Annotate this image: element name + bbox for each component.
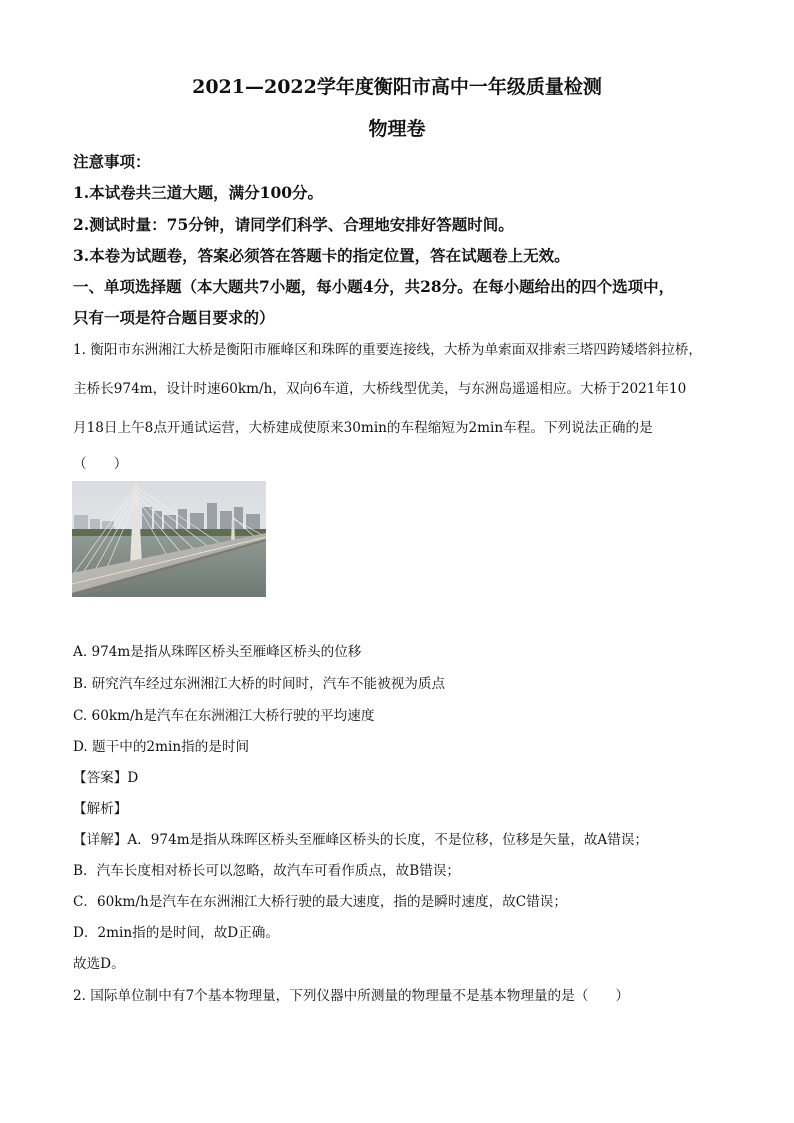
question-1-stem: （ ） [73,456,128,472]
explanation-line: D．2min指的是时间，故D正确。 [73,925,279,941]
explanation-line: 【详解】A．974m是指从珠晖区桥头至雁峰区桥头的长度，不是位移，位移是矢量，故A错误； [73,832,649,848]
section-heading: 只有一项是符合题目要求的） [73,308,275,327]
note-item: 2.测试时量：75分钟，请同学们科学、合理地安排好答题时间。 [73,215,514,234]
explanation-line: C．60km/h是汽车在东洲湘江大桥行驶的最大速度，指的是瞬时速度，故C错误； [73,894,567,910]
option-a: A. 974m是指从珠晖区桥头至雁峰区桥头的位移 [73,644,362,660]
question-1-stem: 1. 衡阳市东洲湘江大桥是衡阳市雁峰区和珠晖的重要连接线，大桥为单索面双排索三塔四跨矮塔斜拉桥， [73,342,703,358]
question-2-stem: 2. 国际单位制中有7个基本物理量，下列仪器中所测量的物理量不是基本物理量的是（ ） [73,988,630,1004]
question-1-stem: 主桥长974m，设计时速60km/h，双向6车道，大桥线型优美，与东洲岛遥遥相应。大桥于2021年10 [73,381,687,397]
page-title: 2021—2022学年度衡阳市高中一年级质量检测 [192,76,602,98]
explanation-line: 故选D。 [73,956,125,972]
explanation-line: B．汽车长度相对桥长可以忽略，故汽车可看作质点，故B错误； [73,863,461,879]
note-item: 3.本卷为试题卷，答案必须答在答题卡的指定位置，答在试题卷上无效。 [73,246,570,265]
option-d: D. 题干中的2min指的是时间 [73,739,250,755]
option-b: B. 研究汽车经过东洲湘江大桥的时间时，汽车不能被视为质点 [73,676,446,692]
bridge-photo [72,481,266,597]
page-subtitle: 物理卷 [368,118,426,140]
answer: 【答案】D [73,770,139,786]
analysis-heading: 【解析】 [73,801,128,817]
question-1-stem: 月18日上午8点开通试运营，大桥建成使原来30min的车程缩短为2min车程。下列说法正确的是 [73,420,653,436]
section-heading: 一、单项选择题（本大题共7小题，每小题4分，共28分。在每小题给出的四个选项中， [73,277,675,296]
note-item: 1.本试卷共三道大题，满分100分。 [73,183,324,202]
notes-heading: 注意事项： [73,152,151,171]
option-c: C. 60km/h是汽车在东洲湘江大桥行驶的平均速度 [73,708,375,724]
